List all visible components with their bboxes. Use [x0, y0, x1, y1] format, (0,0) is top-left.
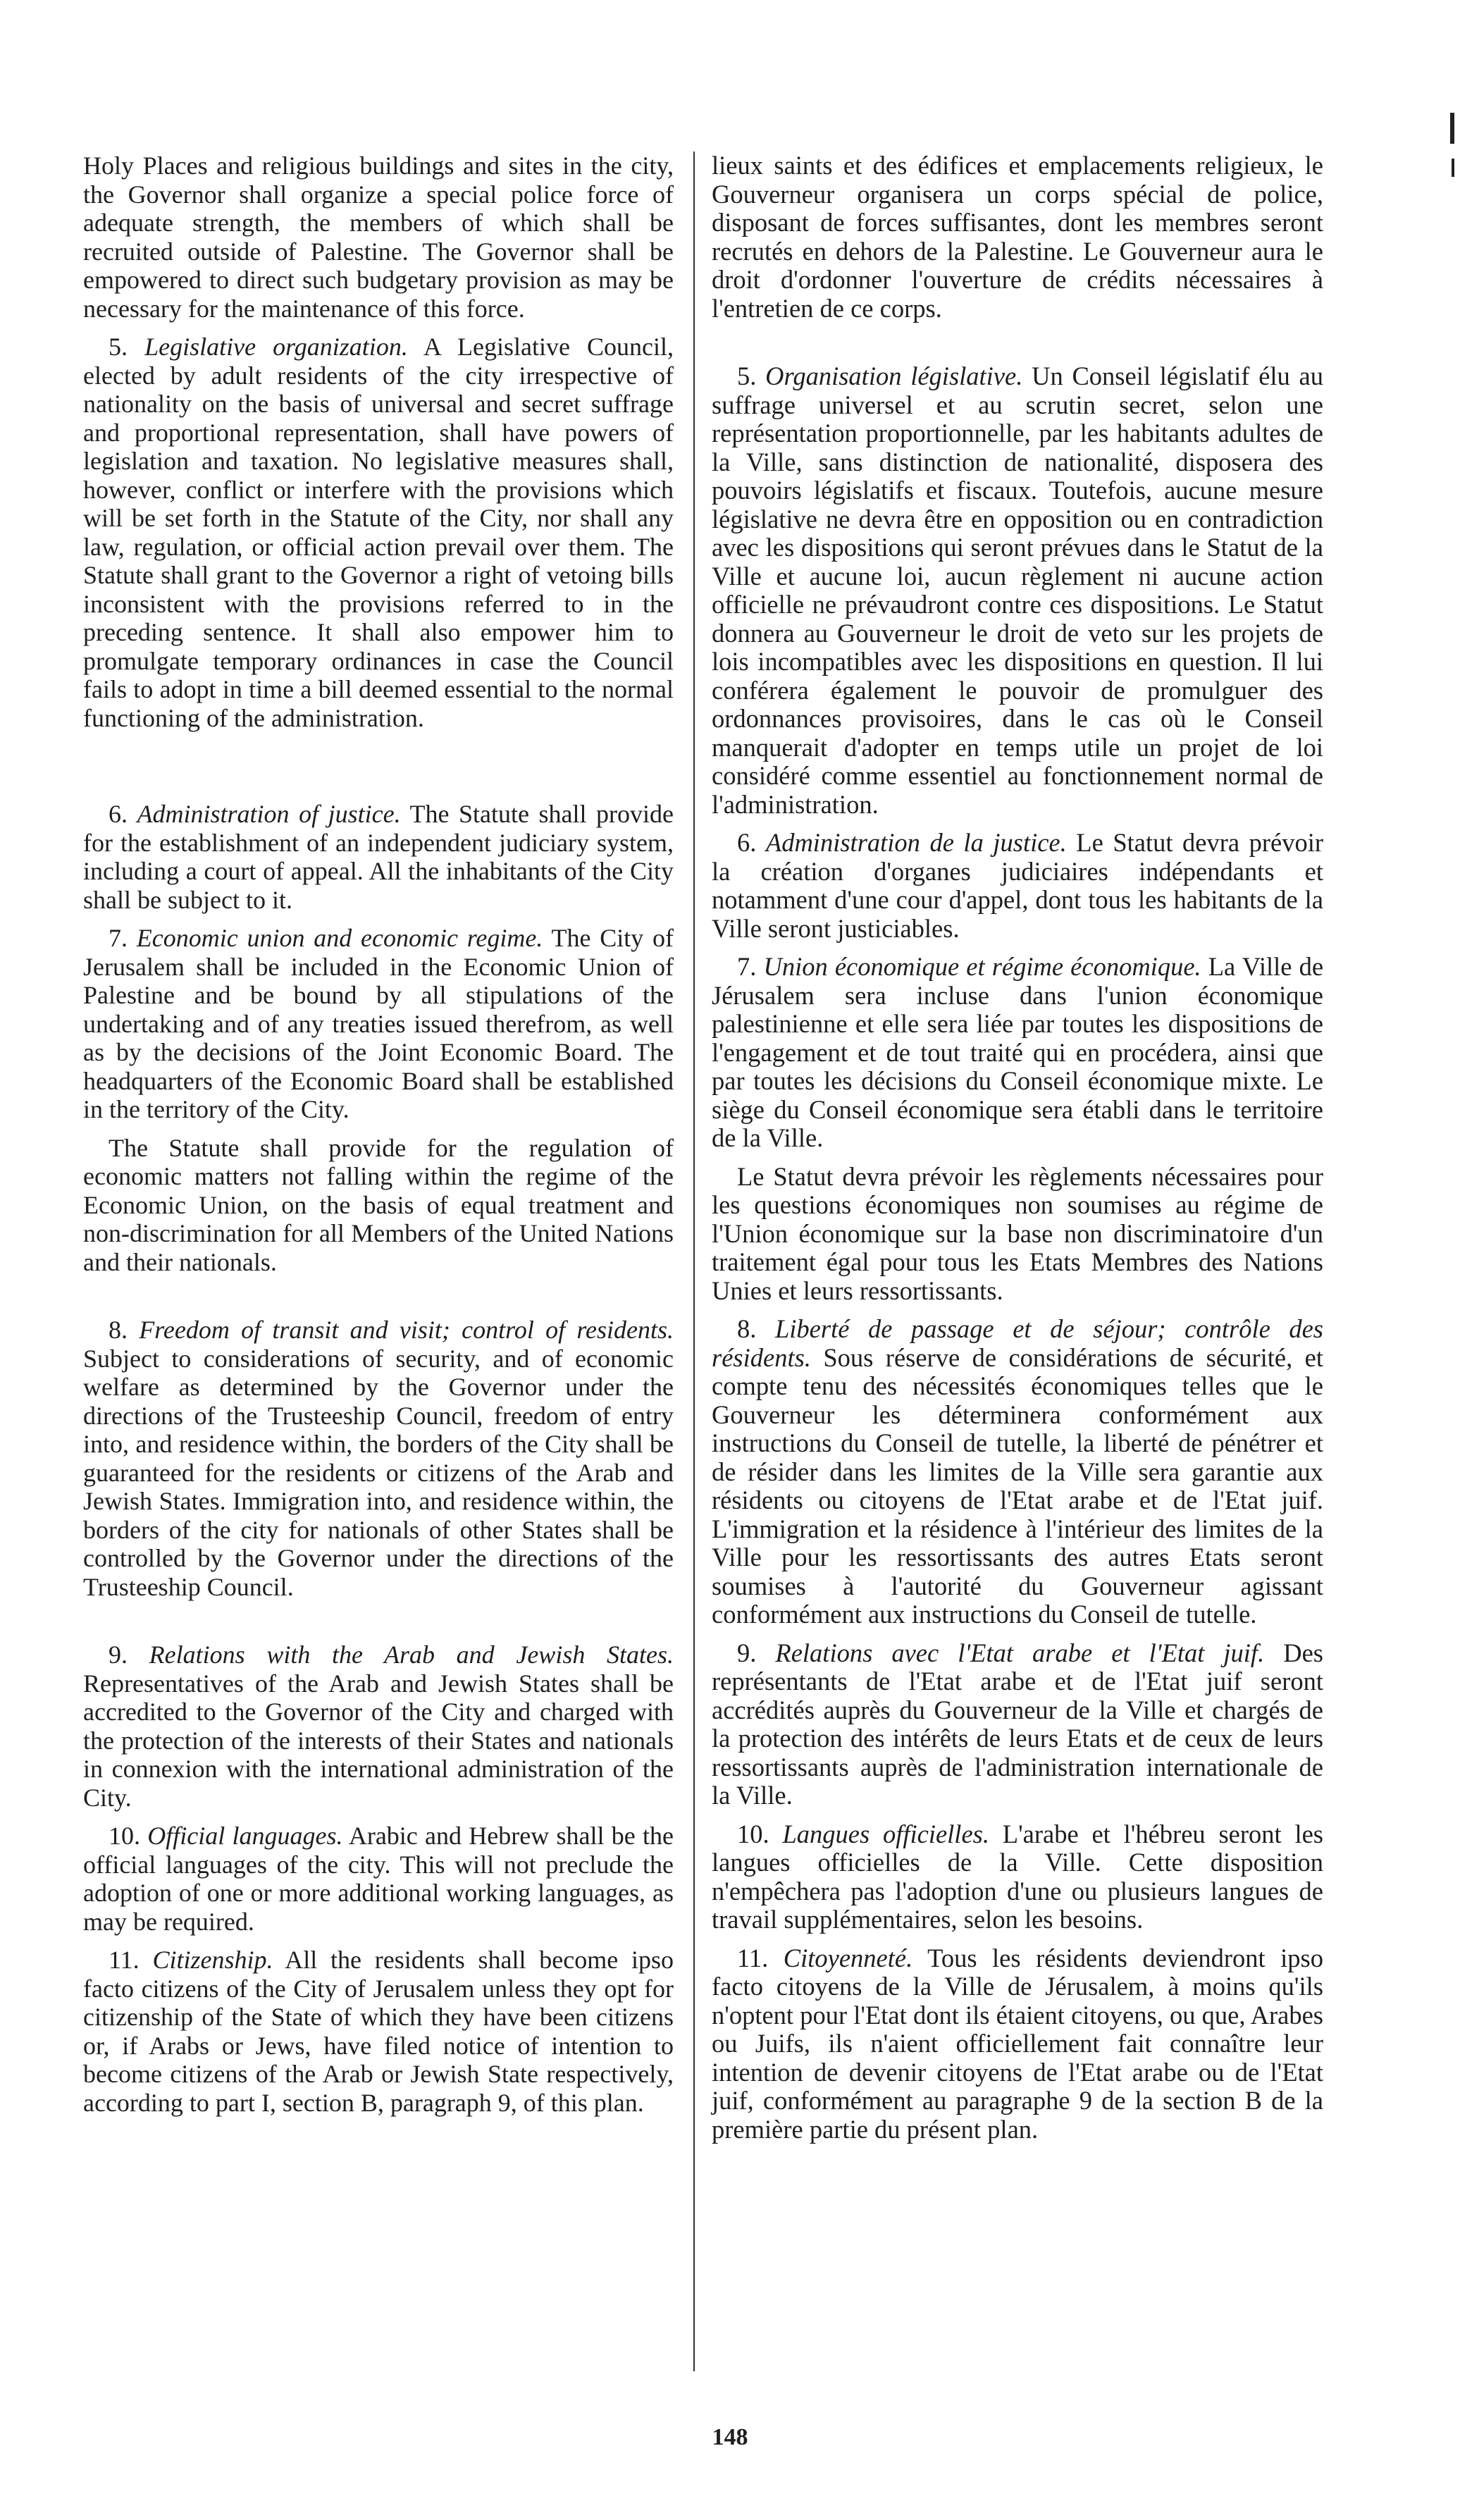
- en-paragraph-8-transit: [83, 1316, 674, 1601]
- english-column: [83, 152, 674, 2127]
- en-para-heading: Economic union and economic regime.: [136, 924, 543, 952]
- fr-para-heading: Langues officielles.: [782, 1819, 989, 1848]
- fr-para-text: Le Statut devra prévoir la création d'organes judiciaires indépendants et notamment d'une cour d'appel, dont tous les habitants de la Ville seront justiciables.: [712, 828, 1324, 943]
- fr-para-text: Tous les résidents deviendront ipso facto citoyens de la Ville de Jérusalem, à moins qu'ils n'optent pour l'Etat dont ils étaient citoyens, ou que, Arabes ou Juifs, ils n'aient officiellement fait connaître leur intention de devenir citoyens de l'Etat arabe ou de l'Etat juif, conformément au paragraphe 9 de la section B de la première partie du présent plan.: [712, 1943, 1323, 2144]
- fr-para-number: 5.: [737, 362, 757, 390]
- en-paragraph-7-statute: [83, 1134, 674, 1277]
- french-column: [712, 152, 1323, 2154]
- fr-paragraph-7-economic: [712, 953, 1323, 1153]
- en-paragraph-5-legislative: [83, 333, 674, 732]
- en-paragraph-9-relations: [83, 1641, 674, 1812]
- fr-para-number: 9.: [737, 1638, 757, 1667]
- scan-edge-mark: [1452, 159, 1454, 177]
- en-para-number: 6.: [109, 800, 128, 828]
- en-para-text: The City of Jerusalem shall be included in the Economic Union of Palestine and be bound by all stipulations of the undertaking and of any treaties issued therefrom, as well as by the decisions of the Joint Economic Board. The headquarters of the Economic Board shall be established in the territory of the City.: [83, 924, 674, 1123]
- fr-paragraph-7-statute: [712, 1163, 1323, 1306]
- page-number: 148: [712, 2424, 748, 2450]
- en-paragraph-7-economic: [83, 924, 674, 1124]
- en-para-text: The Statute shall provide for the establishment of an independent judiciary system, including a court of appeal. All the inhabitants of the City shall be subject to it.: [83, 800, 674, 914]
- en-para-text: The Statute shall provide for the regulation of economic matters not falling within the regime of the Economic Union, on the basis of equal treatment and non-discrimination for all Members of the United Nations and their nationals.: [83, 1133, 674, 1276]
- en-paragraph-10-languages: [83, 1822, 674, 1936]
- fr-para-number: 6.: [737, 828, 757, 857]
- fr-para-text: Sous réserve de considérations de sécurité, et compte tenu des nécessités économiques telles que le Gouverneur les déterminera conformément aux instructions du Conseil de tutelle, la liberté de pénétrer et de résider dans les limites de la Ville sera garantie aux résidents ou citoyens de l'Etat arabe et de l'Etat juif. L'immigration et la résidence à l'intérieur des limites de la Ville pour les ressortissants des autres Etats seront soumises à l'autorité du Gouverneur agissant conformément aux instructions du Conseil de tutelle.: [712, 1342, 1323, 1629]
- en-para-text: Subject to considerations of security, and of economic welfare as determined by the Governor under the directions of the Trusteeship Council, freedom of entry into, and residence within, the borders of the City shall be guaranteed for the residents or citizens of the Arab and Jewish States. Immigration into, and residence within, the borders of the city for nationals of other States shall be controlled by the Governor under the directions of the Trusteeship Council.: [83, 1344, 674, 1601]
- en-paragraph-11-citizenship: [83, 1946, 674, 2117]
- en-para-heading: Relations with the Arab and Jewish States.: [149, 1641, 674, 1669]
- fr-para-heading: Union économique et régime économique.: [763, 952, 1201, 981]
- en-para-number: 7.: [109, 924, 128, 952]
- fr-para-number: 8.: [737, 1314, 757, 1343]
- fr-para-number: 11.: [737, 1943, 769, 1972]
- en-para-text: A Legislative Council, elected by adult residents of the city irrespective of nationality on the basis of universal and secret suffrage and proportional representation, shall have powers of legislation and taxation. No legislative measures shall, however, conflict or interfere with the provisions which will be set forth in the Statute of the City, nor shall any law, regulation, or official action prevail over them. The Statute shall grant to the Governor a right of vetoing bills inconsistent with the provisions referred to in the preceding sentence. It shall also empower him to promulgate temporary ordinances in case the Council fails to adopt in time a bill deemed essential to the normal functioning of the administration.: [83, 333, 674, 732]
- fr-para-heading: Citoyenneté.: [783, 1943, 913, 1972]
- en-para-text: Representatives of the Arab and Jewish States shall be accredited to the Governor of the City and charged with the protection of the interests of their States and nationals in connexion with the international administration of the City.: [83, 1669, 674, 1812]
- en-para-text: Arabic and Hebrew shall be the official languages of the city. This will not preclude the adoption of one or more additional working languages, as may be required.: [83, 1822, 674, 1936]
- en-para-number: 5.: [109, 333, 128, 361]
- en-paragraph-6-justice: [83, 800, 674, 914]
- fr-para-number: 7.: [737, 952, 757, 981]
- fr-para-text: Des représentants de l'Etat arabe et de l'Etat juif seront accrédités auprès du Gouverneur de la Ville et chargés de la protection des intérêts de leurs Etats et de ceux de leurs ressortissants auprès de l'administration internationale de la Ville.: [712, 1638, 1324, 1810]
- fr-paragraph-6-justice: [712, 829, 1323, 943]
- en-para-text: Holy Places and religious buildings and sites in the city, the Governor shall organize a special police force of adequate strength, the members of which shall be recruited outside of Palestine. The Governor shall be empowered to direct such budgetary provision as may be necessary for the maintenance of this force.: [83, 152, 674, 323]
- en-para-heading: Official languages.: [147, 1822, 343, 1850]
- column-divider: [693, 152, 695, 2371]
- scan-edge-mark: [1450, 113, 1454, 144]
- fr-para-heading: Administration de la justice.: [765, 828, 1067, 857]
- fr-paragraph-9-relations: [712, 1639, 1323, 1810]
- fr-para-text: La Ville de Jérusalem sera incluse dans l'union économique palestinienne et elle sera liée par toutes les dispositions de l'engagement et de tout traité qui en procédera, ainsi que par toutes les décisions du Conseil économique mixte. Le siège du Conseil économique sera établi dans le territoire de la Ville.: [712, 952, 1324, 1152]
- fr-paragraph-8-transit: [712, 1315, 1323, 1629]
- en-para-heading: Citizenship.: [152, 1946, 273, 1974]
- fr-para-text: L'arabe et l'hébreu seront les langues officielles de la Ville. Cette disposition n'empêchera pas l'adoption d'une ou plusieurs langues de travail supplémentaires, selon les besoins.: [712, 1819, 1324, 1934]
- en-para-number: 10.: [109, 1822, 140, 1850]
- en-para-number: 8.: [109, 1316, 128, 1344]
- fr-paragraph-10-languages: [712, 1820, 1323, 1934]
- fr-paragraph-police-force: [712, 152, 1323, 323]
- en-para-heading: Freedom of transit and visit; control of residents.: [139, 1316, 674, 1344]
- en-paragraph-police-force: [83, 152, 674, 323]
- fr-paragraph-5-legislative: [712, 362, 1323, 819]
- fr-para-heading: Relations avec l'Etat arabe et l'Etat juif.: [775, 1638, 1265, 1667]
- fr-para-text: Le Statut devra prévoir les règlements nécessaires pour les questions économiques non soumises au régime de l'Union économique sur la base non discriminatoire d'un traitement égal pour tous les Etats Membres des Nations Unies et leurs ressortissants.: [712, 1161, 1323, 1305]
- fr-para-text: lieux saints et des édifices et emplacements religieux, le Gouverneur organisera un corps spécial de police, disposant de forces suffisantes, dont les membres seront recrutés en dehors de la Palestine. Le Gouverneur aura le droit d'ordonner l'ouverture de crédits nécessaires à l'entretien de ce corps.: [712, 151, 1323, 323]
- fr-para-number: 10.: [737, 1819, 769, 1848]
- en-para-number: 9.: [109, 1641, 128, 1669]
- en-para-heading: Legislative organization.: [144, 333, 408, 361]
- fr-para-heading: Organisation législative.: [765, 362, 1023, 390]
- en-para-number: 11.: [109, 1946, 140, 1974]
- en-para-text: All the residents shall become ipso facto citizens of the City of Jerusalem unless they opt for citizenship of the State of which they have been citizens or, if Arabs or Jews, have filed notice of intention to become citizens of the Arab or Jewish State respectively, according to part I, section B, paragraph 9, of this plan.: [83, 1946, 674, 2117]
- fr-para-text: Un Conseil législatif élu au suffrage universel et au scrutin secret, selon une représentation proportionnelle, par les habitants adultes de la Ville, sans distinction de nationalité, disposera des pouvoirs législatifs et fiscaux. Toutefois, aucune mesure législative ne devra être en opposition ou en contradiction avec les dispositions qui seront prévues dans le Statut de la Ville et aucune loi, aucun règlement ni aucune action officielle ne prévaudront contre ces dispositions. Le Statut donnera au Gouverneur le droit de veto sur les projets de lois incompatibles avec les dispositions en question. Il lui conférera également le pouvoir de promulguer des ordonnances provisoires, dans le cas où le Conseil manquerait d'adopter en temps utile un projet de loi considéré comme essentiel au fonctionnement normal de l'administration.: [712, 362, 1323, 819]
- en-para-heading: Administration of justice.: [137, 800, 401, 828]
- fr-para-heading: Liberté de passage et de séjour; contrôle des résidents.: [712, 1314, 1324, 1372]
- fr-paragraph-11-citizenship: [712, 1944, 1323, 2144]
